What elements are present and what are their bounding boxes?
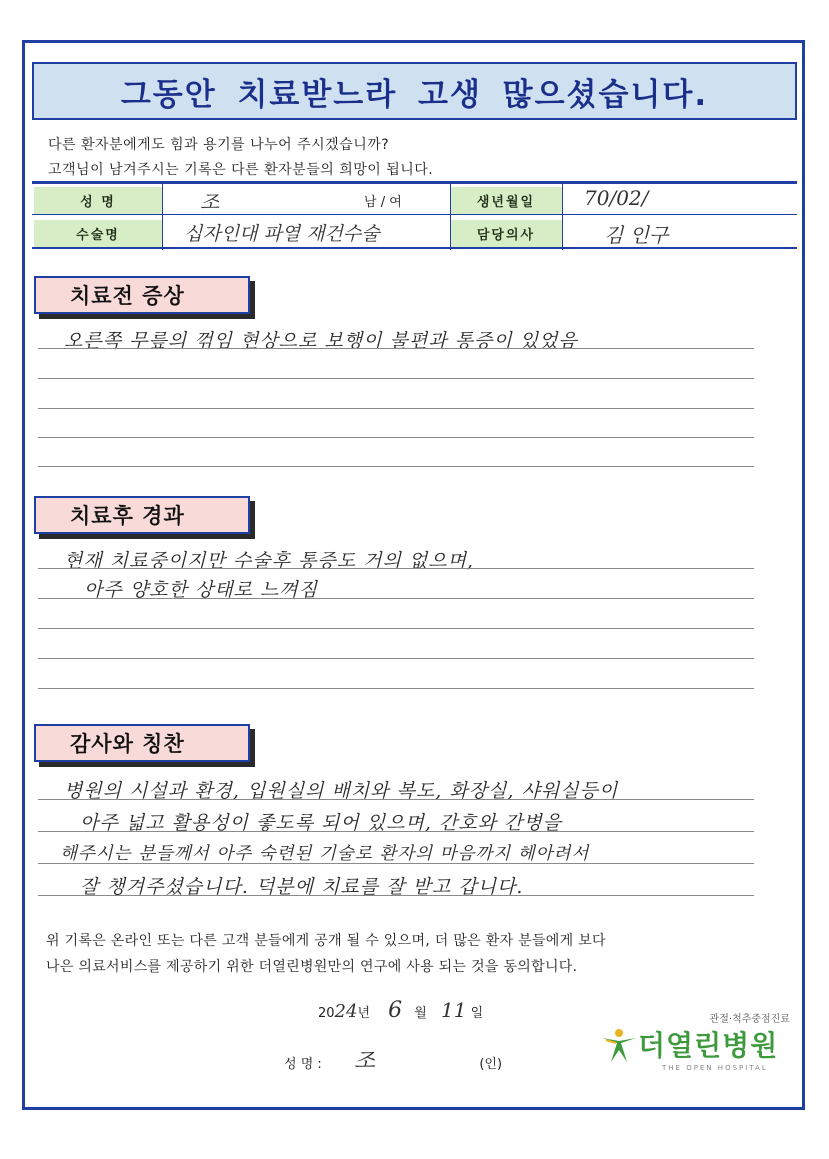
year-value: 24: [334, 1001, 358, 1022]
date-row: [318, 998, 483, 1023]
consent-line-2: 나은 의료서비스를 제공하기 위한 더열린병원만의 연구에 사용 되는 것을 동의합니다.: [46, 959, 578, 975]
ruled-line: [38, 466, 754, 467]
month-label: 월: [414, 1006, 427, 1021]
section-before-heading: 치료전 증상: [34, 276, 250, 314]
thanks-line-1: 병원의 시설과 환경, 입원실의 배치와 복도, 화장실, 샤워실등이: [64, 780, 619, 802]
surgery-label: 수술명: [34, 220, 162, 247]
birth-label: 생년월일: [450, 187, 562, 214]
logo-english: THE OPEN HOSPITAL: [662, 1064, 768, 1072]
before-line-1: 오른쪽 무릎의 꺾임 현상으로 보행이 불편과 통증이 있었음: [64, 330, 578, 352]
month-value: 6: [388, 998, 403, 1023]
ruled-line: [38, 799, 754, 800]
title-banner: [32, 62, 797, 120]
ruled-line: [38, 348, 754, 349]
gender-label: 남 / 여: [364, 195, 402, 210]
ruled-line: [38, 628, 754, 629]
name-label: 성 명: [34, 187, 162, 214]
page-title: 그동안 치료받느라 고생 많으셨습니다.: [120, 76, 709, 113]
signature-name: 조: [353, 1049, 376, 1074]
after-line-2: 아주 양호한 상태로 느껴짐: [84, 579, 319, 601]
ruled-line: [38, 408, 754, 409]
year-label: 년: [357, 1006, 371, 1021]
ruled-line: [38, 568, 754, 569]
year-prefix: 20: [318, 1006, 335, 1021]
logo-subtitle: 관절·척추중점진료: [709, 1014, 790, 1025]
after-line-1: 현재 치료중이지만 수술후 통증도 거의 없으며,: [64, 550, 474, 572]
intro-line-1: 다른 환자분에게도 힘과 용기를 나누어 주시겠습니까?: [48, 137, 390, 153]
section-thanks-heading: 감사와 칭찬: [34, 724, 250, 762]
surgery-value: 십자인대 파열 재건수술: [184, 223, 380, 245]
section-after-heading: 치료후 경과: [34, 496, 250, 534]
star-person-icon: [600, 1026, 638, 1064]
doctor-label: 담당의사: [450, 220, 562, 247]
signature-label: 성 명 :: [284, 1057, 322, 1072]
logo-name: 더열린병원: [638, 1029, 779, 1062]
thanks-line-3: 해주시는 분들께서 아주 숙련된 기술로 환자의 마음까지 헤아려서: [60, 844, 590, 864]
day-label: 일: [470, 1006, 484, 1021]
thanks-line-2: 아주 넓고 활용성이 좋도록 되어 있으며, 간호와 간병을: [80, 812, 563, 834]
birth-value: 70/02/: [584, 186, 649, 210]
day-value: 11: [441, 998, 467, 1022]
consent-line-1: 위 기록은 온라인 또는 다른 고객 분들에게 공개 될 수 있으며, 더 많은 환자 분들에게 보다: [46, 933, 606, 949]
ruled-line: [38, 378, 754, 379]
hospital-logo: [600, 1010, 790, 1080]
thanks-line-4: 잘 챙겨주셨습니다. 덕분에 치료를 잘 받고 갑니다.: [80, 876, 524, 898]
ruled-line: [38, 437, 754, 438]
doctor-value: 김 인구: [604, 223, 669, 247]
signature-row: [284, 1044, 502, 1075]
ruled-line: [38, 895, 754, 896]
ruled-line: [38, 658, 754, 659]
name-value: 조: [200, 190, 220, 214]
ruled-line: [38, 598, 754, 599]
ruled-line: [38, 863, 754, 864]
patient-info-table: [32, 181, 797, 249]
ruled-line: [38, 831, 754, 832]
ruled-line: [38, 688, 754, 689]
seal-label: (인): [479, 1057, 503, 1072]
intro-line-2: 고객님이 남겨주시는 기록은 다른 환자분들의 희망이 됩니다.: [48, 162, 434, 178]
